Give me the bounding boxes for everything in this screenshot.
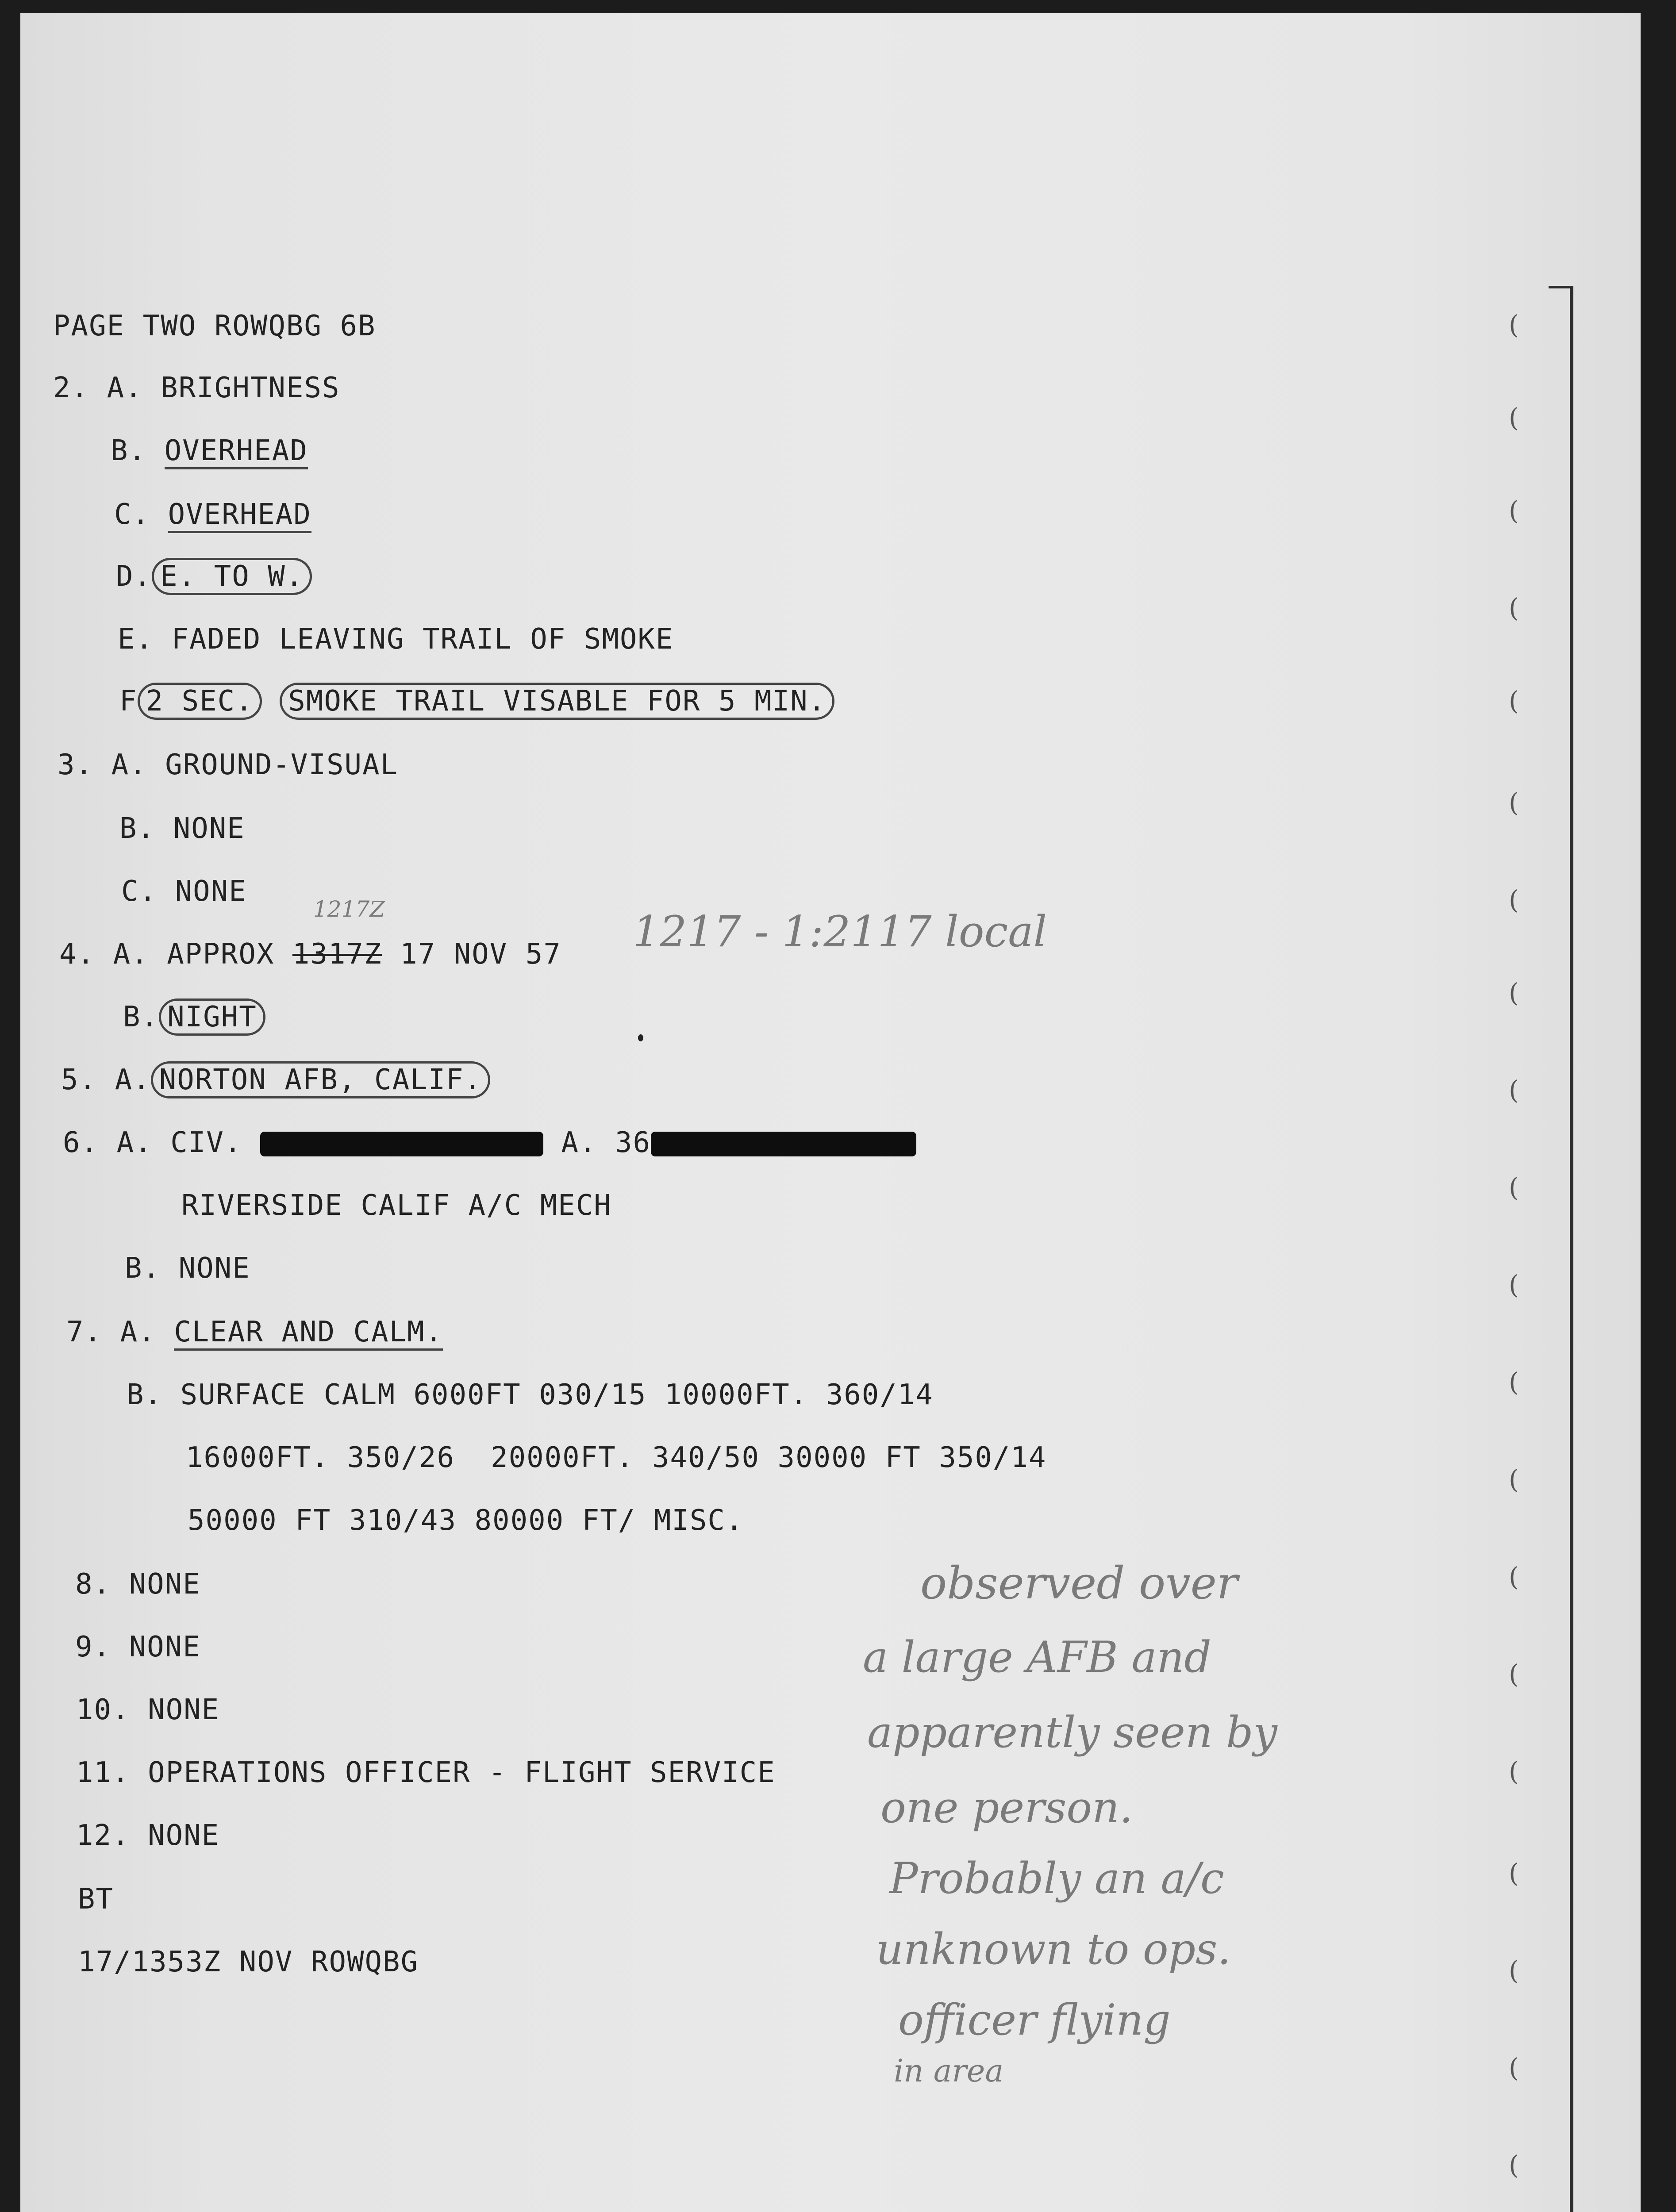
item-7b-value: SURFACE CALM 6000FT 030/15 10000FT. 360/14 (180, 1379, 934, 1411)
page-header: PAGE TWO ROWQBG 6B (53, 310, 376, 342)
item-4b: B. NIGHT (123, 1001, 265, 1033)
binder-hole-mark: ( (1509, 1464, 1519, 1494)
item-number: 7. (66, 1316, 103, 1348)
item-4a: 4. A. APPROX 1317Z 17 NOV 57 (59, 938, 561, 971)
item-4a-struck-time: 1317Z (292, 938, 382, 971)
binder-hole-mark: ( (1509, 1756, 1519, 1786)
handwritten-time-correction: 1217Z (313, 896, 385, 922)
stray-mark (638, 1034, 643, 1041)
binder-hole-mark: ( (1509, 1562, 1519, 1592)
item-6b: B. NONE (125, 1252, 250, 1285)
item-3a: 3. A. GROUND-VISUAL (58, 749, 399, 781)
item-6a-line2: RIVERSIDE CALIF A/C MECH (181, 1189, 612, 1222)
handwritten-note-line: observed over (920, 1557, 1238, 1609)
binder-hole-mark: ( (1509, 1075, 1519, 1105)
handwritten-note-line: apparently seen by (867, 1708, 1277, 1757)
binder-hole-mark: ( (1509, 1270, 1519, 1300)
item-2a-value: BRIGHTNESS (161, 372, 340, 404)
item-6a-mid: 36 (615, 1126, 651, 1159)
item-3c: C. NONE (121, 875, 247, 908)
item-5a-value: NORTON AFB, CALIF. (151, 1061, 491, 1098)
item-6b-value: NONE (178, 1252, 250, 1285)
binder-hole-mark: ( (1509, 1659, 1519, 1689)
handwritten-note-line: a large AFB and (863, 1632, 1211, 1682)
binder-hole-mark: ( (1509, 686, 1519, 716)
item-2f: F 2 SEC. SMOKE TRAIL VISABLE FOR 5 MIN. (119, 685, 834, 718)
item-4a-prefix: APPROX (167, 938, 275, 971)
item-2d-value: E. TO W. (152, 558, 312, 595)
item-3c-value: NONE (175, 875, 247, 908)
item-number: 4. (59, 938, 96, 971)
item-10-value: NONE (148, 1694, 220, 1726)
item-5a: 5. A. NORTON AFB, CALIF. (61, 1064, 490, 1096)
binder-hole-mark: ( (1509, 1858, 1519, 1888)
item-7a: 7. A. CLEAR AND CALM. (66, 1316, 443, 1348)
item-number: 9. (75, 1631, 111, 1663)
item-10 (76, 1694, 219, 1726)
item-number: 8. (75, 1568, 111, 1601)
binder-hole-mark: ( (1509, 1955, 1519, 1985)
item-4a-date: 17 NOV 57 (400, 938, 561, 971)
item-4b-value: NIGHT (159, 998, 265, 1036)
item-9 (75, 1631, 201, 1663)
item-2c: C. OVERHEAD (114, 498, 311, 531)
handwritten-local-time: 1217 - 1:2117 local (633, 907, 1047, 956)
item-number: 5. (61, 1064, 97, 1096)
binder-hole-mark: ( (1509, 593, 1519, 623)
binder-hole-mark: ( (1509, 885, 1519, 915)
item-2a: 2. A. BRIGHTNESS (53, 372, 340, 404)
redaction-bar (651, 1132, 916, 1156)
item-number: 3. (58, 749, 94, 781)
binder-hole-mark: ( (1509, 787, 1519, 818)
binder-hole-mark: ( (1509, 1367, 1519, 1397)
item-number: 2. (53, 372, 89, 404)
item-9-value: NONE (129, 1631, 201, 1663)
item-2e-value: FADED LEAVING TRAIL OF SMOKE (171, 623, 674, 656)
handwritten-note-line: officer flying (898, 1995, 1171, 2045)
item-2b: B. OVERHEAD (111, 434, 308, 467)
item-7b-line2: 16000FT. 350/26 20000FT. 340/50 30000 FT 350/14 (186, 1441, 1047, 1474)
item-6a: 6. A. CIV. A. 36 (63, 1126, 916, 1159)
item-12-value: NONE (148, 1819, 220, 1852)
item-7b-line3: 50000 FT 310/43 80000 FT/ MISC. (188, 1504, 744, 1537)
item-8 (75, 1568, 201, 1601)
binder-hole-mark: ( (1509, 2053, 1519, 2083)
binder-hole-mark: ( (1509, 1172, 1519, 1202)
item-2f-trail: SMOKE TRAIL VISABLE FOR 5 MIN. (280, 683, 834, 720)
handwritten-note-line: one person. (880, 1783, 1133, 1832)
item-number: 12. (76, 1819, 130, 1852)
item-11-value: OPERATIONS OFFICER - FLIGHT SERVICE (148, 1756, 776, 1789)
handwritten-note-line: unknown to ops. (876, 1924, 1231, 1974)
item-number: 11. (76, 1756, 130, 1789)
item-3b: B. NONE (119, 812, 245, 845)
item-2c-value: OVERHEAD (168, 498, 311, 533)
item-7a-value: CLEAR AND CALM. (174, 1316, 443, 1351)
binder-hole-mark: ( (1509, 403, 1519, 433)
item-number: 6. (63, 1126, 99, 1159)
item-12 (76, 1819, 219, 1852)
handwritten-note-line: Probably an a/c (889, 1854, 1224, 1903)
binder-hole-mark: ( (1509, 495, 1519, 526)
item-2b-value: OVERHEAD (165, 434, 308, 469)
binder-hole-mark: ( (1509, 310, 1519, 340)
handwritten-note-line: in area (894, 2053, 1004, 2089)
item-3a-value: GROUND-VISUAL (165, 749, 399, 781)
item-2e: E. FADED LEAVING TRAIL OF SMOKE (118, 623, 674, 656)
item-number: 10. (76, 1694, 130, 1726)
document-page (20, 13, 1641, 2212)
item-8-value: NONE (129, 1568, 201, 1601)
item-11 (76, 1756, 776, 1789)
message-dtg: 17/1353Z NOV ROWQBG (78, 1946, 419, 1978)
item-7b-line1: B. SURFACE CALM 6000FT 030/15 10000FT. 360/14 (127, 1379, 934, 1411)
bt-marker: BT (78, 1883, 114, 1916)
item-3b-value: NONE (173, 812, 245, 845)
margin-rule (1570, 286, 1573, 2212)
item-6a-prefix: CIV. (170, 1126, 242, 1159)
item-2f-time: 2 SEC. (138, 683, 262, 720)
redaction-bar (260, 1132, 543, 1156)
binder-hole-mark: ( (1509, 2150, 1519, 2180)
item-2d: D. E. TO W. (116, 560, 312, 593)
binder-hole-mark: ( (1509, 978, 1519, 1008)
